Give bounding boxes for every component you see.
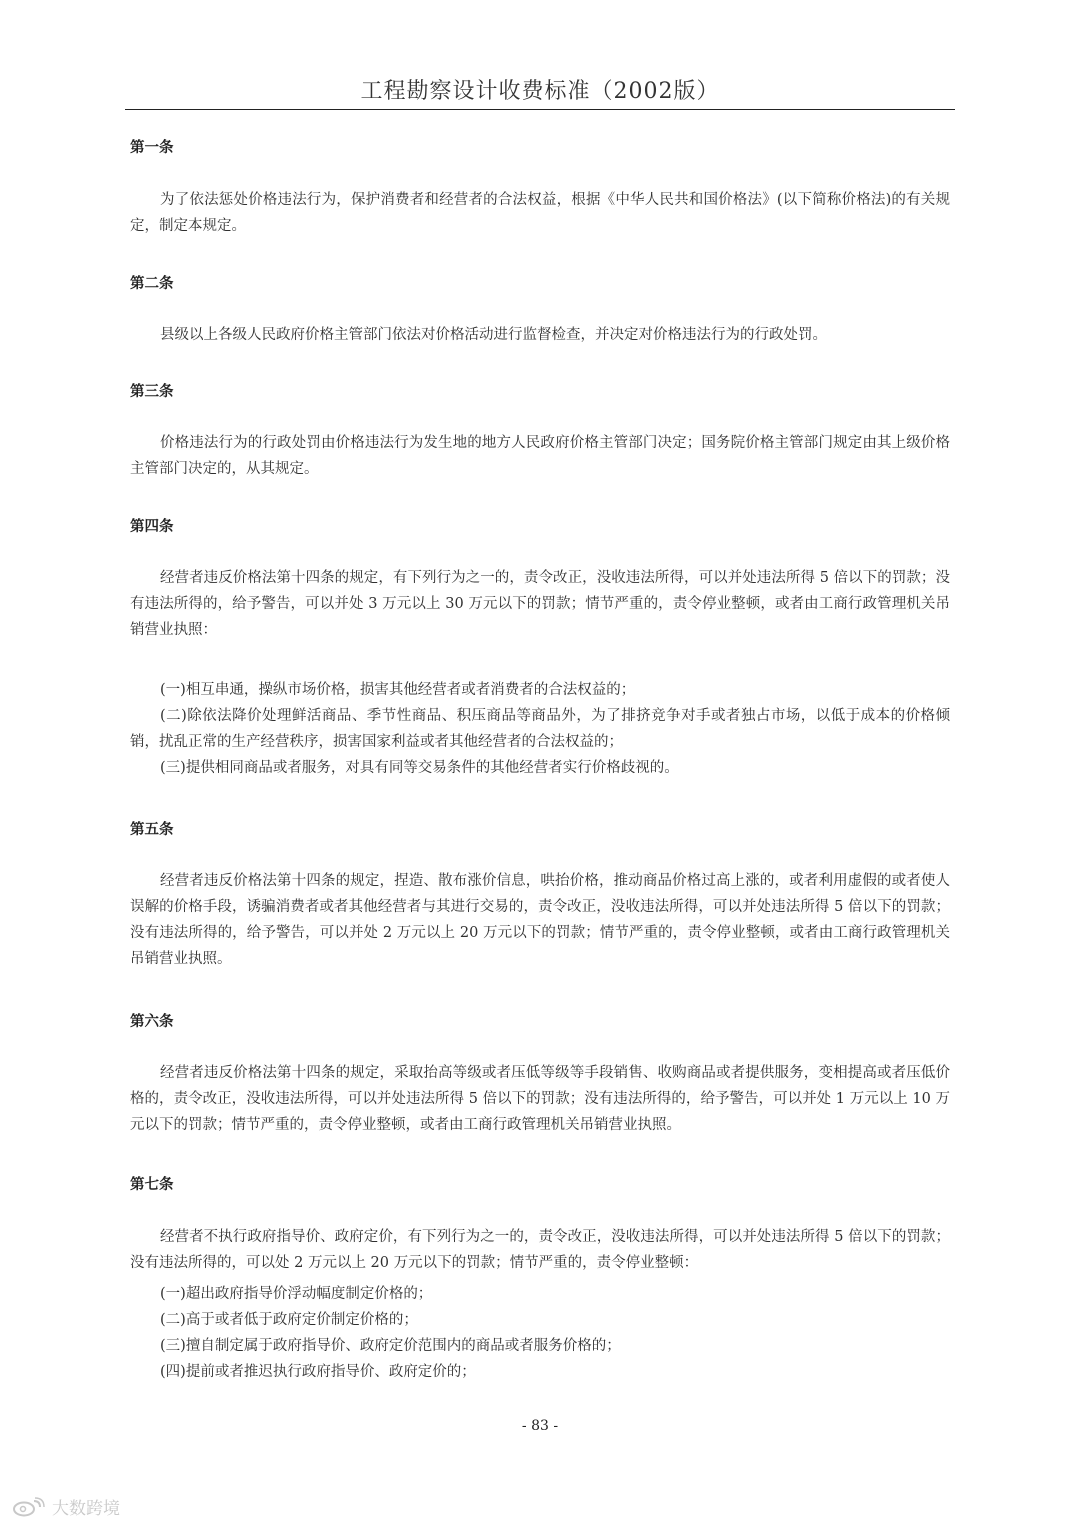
article-1-paragraph: 为了依法惩处价格违法行为，保护消费者和经营者的合法权益，根据《中华人民共和国价格法》(以下简称价格法)的有关规定，制定本规定。 bbox=[130, 192, 950, 234]
article-7-item-3: (三)擅自制定属于政府指导价、政府定价范围内的商品或者服务价格的； bbox=[160, 1338, 621, 1354]
article-5-heading: 第五条 bbox=[130, 821, 174, 838]
article-2-paragraph: 县级以上各级人民政府价格主管部门依法对价格活动进行监督检查，并决定对价格违法行为的行政处罚。 bbox=[160, 327, 827, 343]
article-7-paragraph: 经营者不执行政府指导价、政府定价，有下列行为之一的，责令改正，没收违法所得，可以并处违法所得 5 倍以下的罚款；没有违法所得的，可以处 2 万元以上 20 万元以下的罚款；情节严重的，责令停业整顿： bbox=[130, 1229, 950, 1271]
header-rule bbox=[125, 109, 955, 110]
page-header-title: 工程勘察设计收费标准（2002版） bbox=[360, 79, 720, 104]
watermark-text: 大数跨境 bbox=[52, 1499, 120, 1519]
article-4-paragraph: 经营者违反价格法第十四条的规定，有下列行为之一的，责令改正，没收违法所得，可以并处违法所得 5 倍以下的罚款；没有违法所得的，给予警告，可以并处 3 万元以上 30 万元以下的罚款；情节严重的，责令停业整顿，或者由工商行政管理机关吊销营业执照： bbox=[130, 570, 950, 638]
article-4-heading: 第四条 bbox=[130, 518, 174, 535]
article-7-item-4: (四)提前或者推迟执行政府指导价、政府定价的； bbox=[160, 1364, 476, 1380]
watermark bbox=[12, 1494, 120, 1519]
article-1-heading: 第一条 bbox=[130, 139, 174, 156]
article-4-item-2: (二)除依法降价处理鲜活商品、季节性商品、积压商品等商品外，为了排挤竞争对手或者独占市场，以低于成本的价格倾销，扰乱正常的生产经营秩序，损害国家利益或者其他经营者的合法权益的； bbox=[130, 708, 950, 750]
article-7-item-list bbox=[130, 1281, 950, 1385]
article-3-paragraph: 价格违法行为的行政处罚由价格违法行为发生地的地方人民政府价格主管部门决定；国务院价格主管部门规定由其上级价格主管部门决定的，从其规定。 bbox=[130, 435, 950, 477]
article-6-paragraph: 经营者违反价格法第十四条的规定，采取抬高等级或者压低等级等手段销售、收购商品或者提供服务，变相提高或者压低价格的，责令改正，没收违法所得，可以并处违法所得 5 倍以下的罚款；没有违法所得的，给予警告，可以并处 1 万元以上 10 万元以下的罚款；情节严重的，责令停业整顿，或者由工商行政管理机关吊销营业执照。 bbox=[130, 1065, 950, 1133]
page-number: - 83 - bbox=[521, 1418, 559, 1434]
article-7-item-1: (一)超出政府指导价浮动幅度制定价格的； bbox=[160, 1286, 433, 1302]
article-5-paragraph: 经营者违反价格法第十四条的规定，捏造、散布涨价信息，哄抬价格，推动商品价格过高上涨的，或者利用虚假的或者使人误解的价格手段，诱骗消费者或者其他经营者与其进行交易的，责令改正，没收违法所得，可以并处违法所得 5 倍以下的罚款；没有违法所得的，给予警告，可以并处 2 万元以上 20 万元以下的罚款；情节严重的，责令停业整顿，或者由工商行政管理机关吊销营业执照。 bbox=[130, 873, 950, 967]
article-2-heading: 第二条 bbox=[130, 275, 174, 292]
article-4-item-1: (一)相互串通，操纵市场价格，损害其他经营者或者消费者的合法权益的； bbox=[160, 682, 636, 698]
article-4-item-list bbox=[130, 677, 950, 781]
article-4-item-3: (三)提供相同商品或者服务，对具有同等交易条件的其他经营者实行价格歧视的。 bbox=[160, 760, 679, 776]
article-7-item-2: (二)高于或者低于政府定价制定价格的； bbox=[160, 1312, 418, 1328]
article-3-heading: 第三条 bbox=[130, 383, 174, 400]
weibo-logo-icon bbox=[12, 1497, 46, 1517]
article-7-heading: 第七条 bbox=[130, 1176, 174, 1193]
article-6-heading: 第六条 bbox=[130, 1013, 174, 1030]
